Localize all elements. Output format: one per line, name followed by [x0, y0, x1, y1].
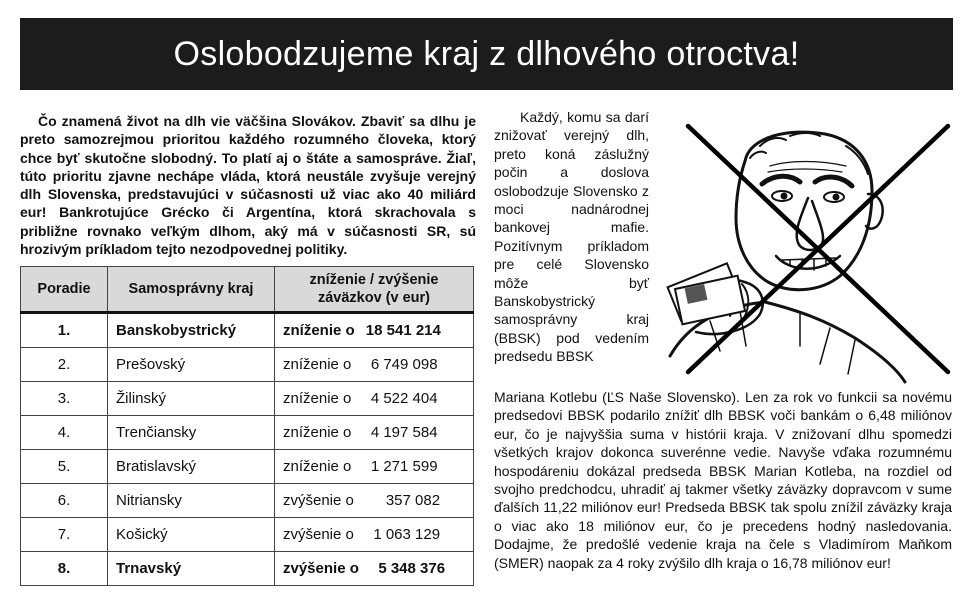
table-row: [21, 552, 474, 586]
cell-change: [275, 450, 474, 484]
cell-rank: 2.: [21, 348, 108, 382]
cell-rank: 8.: [21, 552, 108, 586]
table-row: [21, 518, 474, 552]
change-amount: 18 541 214: [365, 322, 441, 339]
cell-change: [275, 348, 474, 382]
change-label: zníženie o: [283, 390, 352, 407]
cell-change: [275, 416, 474, 450]
change-label: zvýšenie o: [283, 492, 354, 509]
cell-region: Žilinský: [108, 382, 275, 416]
table-row: [21, 348, 474, 382]
cell-rank: 5.: [21, 450, 108, 484]
change-amount: 357 082: [385, 492, 441, 509]
cell-region: Košický: [108, 518, 275, 552]
header-region: Samosprávny kraj: [108, 267, 275, 313]
change-label: zvýšenie o: [283, 560, 359, 577]
change-amount: 5 348 376: [378, 560, 446, 577]
change-label: zvýšenie o: [283, 526, 354, 543]
table-row: [21, 416, 474, 450]
table-row: [21, 313, 474, 348]
caricature-figure: [670, 132, 905, 382]
change-amount: 4 522 404: [370, 390, 438, 407]
article-text-wide: Mariana Kotlebu (ĽS Naše Slovensko). Len za rok vo funkcii sa novému predsedovi BBSK podarilo znížiť dlh BBSK voči bankám o 6,48 miliónov eur, čo je najvyššia suma v histórii kraja. V znižovaní dlhu spomedzi všetkých krajov dokonca suverénne vedie. Navyše vďaka rozumnému hospodáreniu dokázal predseda BBSK Marian Kotleba, na rozdiel od svojho predchodcu, uhradiť aj takmer všetky záväzky dopravcom v sume ďalších 11,22 miliónov eur! Predseda BBSK tak spolu znížil záväzky kraja o viac ako 18 miliónov eur, čo je precedens hodný nasledovania. Dodajme, že predošlé vedenie kraja na čele s Vladimírom Maňkom (SMER) naopak za 4 roky zvýšilo dlh kraja o 16,78 miliónov eur!: [494, 389, 952, 571]
cell-region: Trenčiansky: [108, 416, 275, 450]
cell-change: [275, 552, 474, 586]
header-change: zníženie / zvýšenie záväzkov (v eur): [275, 267, 474, 313]
debt-ranking-table: [20, 266, 474, 586]
cell-change: [275, 518, 474, 552]
cell-change: [275, 484, 474, 518]
cell-rank: 3.: [21, 382, 108, 416]
cell-change: [275, 313, 474, 348]
change-label: zníženie o: [283, 424, 352, 441]
cell-rank: 6.: [21, 484, 108, 518]
change-label: zníženie o: [283, 356, 352, 373]
table-row: [21, 484, 474, 518]
change-label: zníženie o: [283, 458, 352, 475]
cell-region: Banskobystrický: [108, 313, 275, 348]
change-amount: 1 063 129: [373, 526, 441, 543]
table-row: [21, 382, 474, 416]
cell-region: Prešovský: [108, 348, 275, 382]
cell-rank: 4.: [21, 416, 108, 450]
change-amount: 1 271 599: [370, 458, 438, 475]
cross-out-mark: [688, 126, 948, 372]
change-label: zníženie o: [283, 322, 355, 339]
cell-region: Trnavský: [108, 552, 275, 586]
article-text-narrow: Každý, komu sa darí znižovať verejný dlh, preto koná záslužný počin a doslova oslobodzuje Slovensko z moci nadnárodnej bankovej mafie. Pozitívnym príkladom pre celé Slovensko môže byť Banskobystrický samosprávny kraj (BBSK) pod vedením predsedu BBSK: [494, 109, 649, 365]
money-banknotes: [668, 263, 745, 324]
header-rank: Poradie: [21, 267, 108, 313]
headline-banner: [20, 18, 953, 90]
table-header-row: [21, 267, 474, 313]
cell-rank: 1.: [21, 313, 108, 348]
crossed-out-caricature-illustration: [650, 106, 955, 386]
change-amount: 4 197 584: [370, 424, 438, 441]
change-amount: 6 749 098: [370, 356, 438, 373]
cell-region: Nitriansky: [108, 484, 275, 518]
intro-paragraph: Čo znamená život na dlh vie väčšina Slovákov. Zbaviť sa dlhu je preto samozrejmou prioritou každého rozumného človeka, ktorý chce byť skutočne slobodný. To platí aj o štáte a samospráve. Žiaľ, túto prioritu zjavne nechápe vláda, ktorá neustále zvyšuje verejný dlh Slovenska, predstavujúci v súčasnosti už viac ako 40 miliárd eur! Bankrotujúce Grécko či Argentína, ktorá skrachovala s približne rovnako veľkým dlhom, aký má v súčasnosti SR, sú hrozivým príkladom tejto nezodpovednej politiky.: [20, 113, 476, 258]
cell-change: [275, 382, 474, 416]
headline: Oslobodzujeme kraj z dlhového otroctva!: [173, 34, 800, 73]
cell-rank: 7.: [21, 518, 108, 552]
cell-region: Bratislavský: [108, 450, 275, 484]
table-row: [21, 450, 474, 484]
